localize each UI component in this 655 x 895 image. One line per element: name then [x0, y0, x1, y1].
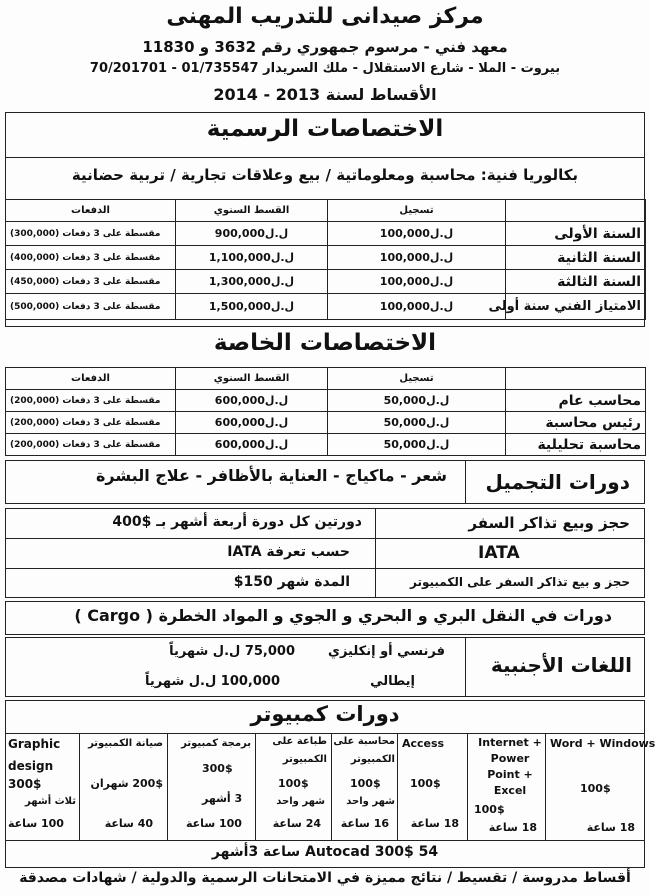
payments-cell: مقسطة على 3 دفعات (200,000) [6, 390, 176, 412]
language-line-2-names: إيطالي [370, 674, 415, 689]
ticket-sales-price: دورتين كل دورة أربعة أشهر بـ $400 [112, 514, 362, 530]
course-access [398, 733, 468, 840]
course-typing [256, 733, 332, 840]
course-word-windows [546, 733, 655, 840]
iata-label: IATA [478, 543, 520, 563]
cargo-title: دورات في النقل البري و البحري و الجوي و المواد الخطرة ( Cargo ) [74, 606, 612, 625]
table-row [6, 434, 646, 456]
registration-cell: 100,000ل.ل [328, 222, 506, 246]
installments-title: الأقساط لسنة 2013 - 2014 [213, 85, 437, 104]
annual-header: القسط السنوي [176, 368, 328, 390]
table-row [6, 390, 646, 412]
table-row [6, 246, 646, 270]
course-graphic-design [5, 733, 80, 840]
annual-cell: 1,100,000ل.ل [176, 246, 328, 270]
divider [465, 637, 466, 697]
language-line-1-names: فرنسي أو إنكليزي [328, 644, 445, 659]
ticket-sales-label: حجز وبيع تذاكر السفر [468, 514, 630, 532]
course-pc-maintenance [80, 733, 168, 840]
name-header [506, 368, 646, 390]
course-price: 300$ [202, 762, 233, 775]
payments-cell: مقسطة على 3 دفعات (300,000) [6, 222, 176, 246]
year-name: السنة الثالثة [506, 270, 646, 294]
official-subtitle: بكالوريا فنية: محاسبة ومعلوماتية / بيع وعلاقات تجارية / تربية حضانية [71, 166, 579, 184]
course-hours: 16 ساعة [340, 817, 389, 830]
course-price: 100$ [278, 777, 309, 790]
year-name: السنة الأولى [506, 222, 646, 246]
course-price: 100$ [410, 777, 441, 790]
course-name: Internet + Power Point + Excel [478, 736, 542, 797]
table-row [6, 270, 646, 294]
registration-cell: 100,000ل.ل [328, 294, 506, 320]
course-duration: 3 أشهر [202, 792, 243, 805]
annual-cell: 600,000ل.ل [176, 412, 328, 434]
computer-title: دورات كمبيوتر [250, 702, 400, 726]
course-duration: شهر واحد [276, 796, 325, 807]
address-line: بيروت - الملا - شارع الاستقلال - ملك السريدار 01/735547 - 70/201701 [89, 61, 561, 76]
divider [5, 840, 645, 841]
registration-header: تسجيل [328, 200, 506, 222]
payments-cell: مقسطة على 3 دفعات (200,000) [6, 412, 176, 434]
payments-cell: مقسطة على 3 دفعات (200,000) [6, 434, 176, 456]
year-name: السنة الثانية [506, 246, 646, 270]
course-hours: 18 ساعة [488, 821, 537, 834]
special-fees-table [5, 367, 646, 456]
annual-cell: 600,000ل.ل [176, 434, 328, 456]
computer-booking-price: المدة شهر 150$ [233, 574, 350, 590]
year-name: الامتياز الفني سنة أولى [506, 294, 646, 320]
course-hours: 100 ساعة [8, 817, 64, 830]
decree-line: معهد فني - مرسوم جمهوري رقم 3632 و 11830 [142, 38, 508, 56]
computer-booking-label: حجز و بيع تذاكر السفر على الكمبيوتر [410, 575, 630, 589]
autocad-line: Autocad 300$ 54 ساعة 3أشهر [211, 844, 439, 860]
footer-text: أقساط مدروسة / تقسيط / نتائج مميزة في الامتحانات الرسمية والدولية / شهادات مصدقة [19, 870, 631, 886]
annual-cell: 1,500,000ل.ل [176, 294, 328, 320]
beauty-title: دورات التجميل [485, 470, 630, 494]
course-internet-office [468, 733, 546, 840]
language-line-2-price: 100,000 ل.ل شهرياً [145, 674, 280, 689]
table-row [6, 294, 646, 320]
table-row [6, 222, 646, 246]
annual-cell: 900,000ل.ل [176, 222, 328, 246]
computer-courses-row [5, 733, 655, 840]
language-line-1-price: 75,000 ل.ل شهرياً [169, 644, 295, 659]
course-price: 100$ [350, 777, 381, 790]
divider [5, 157, 645, 158]
course-price: 100$ [474, 803, 505, 816]
course-duration: شهر واحد [346, 796, 395, 807]
payments-header: الدفعات [6, 200, 176, 222]
specialty-name: محاسبة تحليلية [506, 434, 646, 456]
course-hours: 100 ساعة [186, 817, 242, 830]
course-hours: 18 ساعة [410, 817, 459, 830]
specialty-name: محاسب عام [506, 390, 646, 412]
course-name: Word + Windows [550, 737, 655, 750]
course-computer-accounting [332, 733, 398, 840]
course-name: Access [402, 737, 445, 750]
iata-price: حسب تعرفة IATA [227, 544, 350, 560]
course-name: صيانة الكمبيوتر [88, 738, 163, 749]
languages-title: اللغات الأجنبية [490, 653, 632, 677]
course-hours: 18 ساعة [586, 821, 635, 834]
course-name: Graphic design [8, 737, 61, 773]
payments-cell: مقسطة على 3 دفعات (500,000) [6, 294, 176, 320]
course-price: 300$ [8, 777, 42, 791]
course-hours: 24 ساعة [272, 817, 321, 830]
beauty-title-cell [465, 460, 645, 504]
registration-cell: 50,000ل.ل [328, 412, 506, 434]
registration-cell: 100,000ل.ل [328, 246, 506, 270]
registration-header: تسجيل [328, 368, 506, 390]
registration-cell: 50,000ل.ل [328, 434, 506, 456]
annual-header: القسط السنوي [176, 200, 328, 222]
course-name: برمجة كمبيوتر [181, 738, 251, 749]
course-programming [168, 733, 256, 840]
payments-cell: مقسطة على 3 دفعات (450,000) [6, 270, 176, 294]
divider [5, 538, 645, 539]
special-title: الاختصاصات الخاصة [213, 330, 437, 356]
payments-cell: مقسطة على 3 دفعات (400,000) [6, 246, 176, 270]
official-title: الاختصاصات الرسمية [206, 116, 444, 142]
course-name: طباعة على الكمبيوتر [272, 736, 327, 765]
beauty-items: شعر - ماكياج - العناية بالأظافر - علاج البشرة [95, 466, 447, 485]
course-price: 200$ شهران [90, 777, 163, 790]
center-name: مركز صيدانى للتدريب المهنى [166, 4, 484, 29]
registration-cell: 50,000ل.ل [328, 390, 506, 412]
name-header [506, 200, 646, 222]
payments-header: الدفعات [6, 368, 176, 390]
annual-cell: 1,300,000ل.ل [176, 270, 328, 294]
registration-cell: 100,000ل.ل [328, 270, 506, 294]
divider [375, 508, 376, 598]
course-duration: ثلاث أشهر [25, 796, 76, 807]
official-fees-table [5, 199, 646, 320]
divider [5, 568, 645, 569]
course-hours: 40 ساعة [104, 817, 153, 830]
specialty-name: رئيس محاسبة [506, 412, 646, 434]
course-price: 100$ [580, 782, 611, 795]
course-name: محاسبة على الكمبيوتر [333, 736, 395, 765]
table-row [6, 412, 646, 434]
annual-cell: 600,000ل.ل [176, 390, 328, 412]
